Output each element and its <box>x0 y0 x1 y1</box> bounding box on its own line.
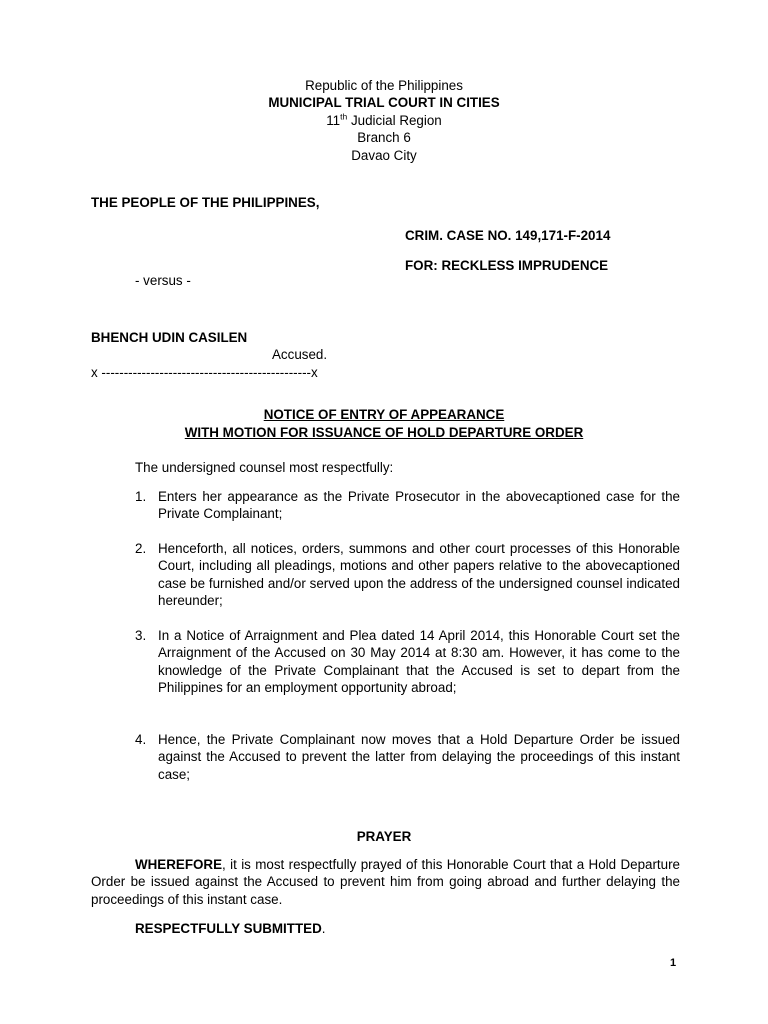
prayer-text: , it is most respectfully prayed of this Honorable Court that a Hold Departure Order be issued against the Accused to prevent him from going abroad and further delaying the proceedings of this instant case. <box>91 857 680 907</box>
case-number: CRIM. CASE NO. 149,171-F-2014 <box>405 228 611 243</box>
list-item-number: 2. <box>135 541 147 556</box>
wherefore-word: WHEREFORE <box>135 857 223 872</box>
judicial-region <box>0 112 768 129</box>
list-item-text: In a Notice of Arraignment and Plea dated 14 April 2014, this Honorable Court set the Arraignment of the Accused on 30 May 2014 at 8:30 am. However, it has come to the knowledge of the Private Complainant that the Accused is set to depart from the Philippines for an employment opportunity abroad; <box>158 628 680 696</box>
page-number: 1 <box>670 957 677 969</box>
city-line: Davao City <box>351 148 417 163</box>
plaintiff-name: THE PEOPLE OF THE PHILIPPINES, <box>91 195 320 210</box>
intro-paragraph: The undersigned counsel most respectfully: <box>135 460 394 475</box>
list-item-number: 4. <box>135 732 147 747</box>
case-nature: FOR: RECKLESS IMPRUDENCE <box>405 258 609 273</box>
respectfully-submitted: RESPECTFULLY SUBMITTED <box>135 921 322 936</box>
prayer-heading: PRAYER <box>356 829 412 844</box>
list-item-text: Henceforth, all notices, orders, summons and other court processes of this Honorable Court, including all pleadings, motions and other papers relative to the abovecaptioned case be furnished and/or served upon the address of the undersigned counsel indicated hereunder; <box>158 541 680 609</box>
court-name: MUNICIPAL TRIAL COURT IN CITIES <box>268 95 500 110</box>
list-item-text: Enters her appearance as the Private Prosecutor in the abovecaptioned case for the Private Complainant; <box>158 489 680 522</box>
submission-period: . <box>321 921 326 936</box>
document-title-line1: NOTICE OF ENTRY OF APPEARANCE <box>263 407 505 422</box>
branch-line: Branch 6 <box>357 130 411 145</box>
region-number: 11 <box>326 113 341 128</box>
region-suffix: th <box>340 111 348 122</box>
list-item-number: 3. <box>135 628 147 643</box>
submission-line <box>135 920 325 937</box>
accused-name: BHENCH UDIN CASILEN <box>91 330 248 345</box>
document-title-line2: WITH MOTION FOR ISSUANCE OF HOLD DEPARTURE ORDER <box>184 425 584 440</box>
versus-line: - versus - <box>135 273 191 288</box>
region-text: Judicial Region <box>347 113 442 128</box>
list-item-number: 1. <box>135 489 147 504</box>
caption-divider: x -----------------------------------------------x <box>91 365 318 380</box>
republic-line: Republic of the Philippines <box>305 78 463 93</box>
prayer-paragraph <box>91 856 680 908</box>
list-item-text: Hence, the Private Complainant now moves that a Hold Departure Order be issued against the Accused to prevent the latter from delaying the proceedings of this instant case; <box>158 732 680 782</box>
accused-label: Accused. <box>272 347 328 362</box>
